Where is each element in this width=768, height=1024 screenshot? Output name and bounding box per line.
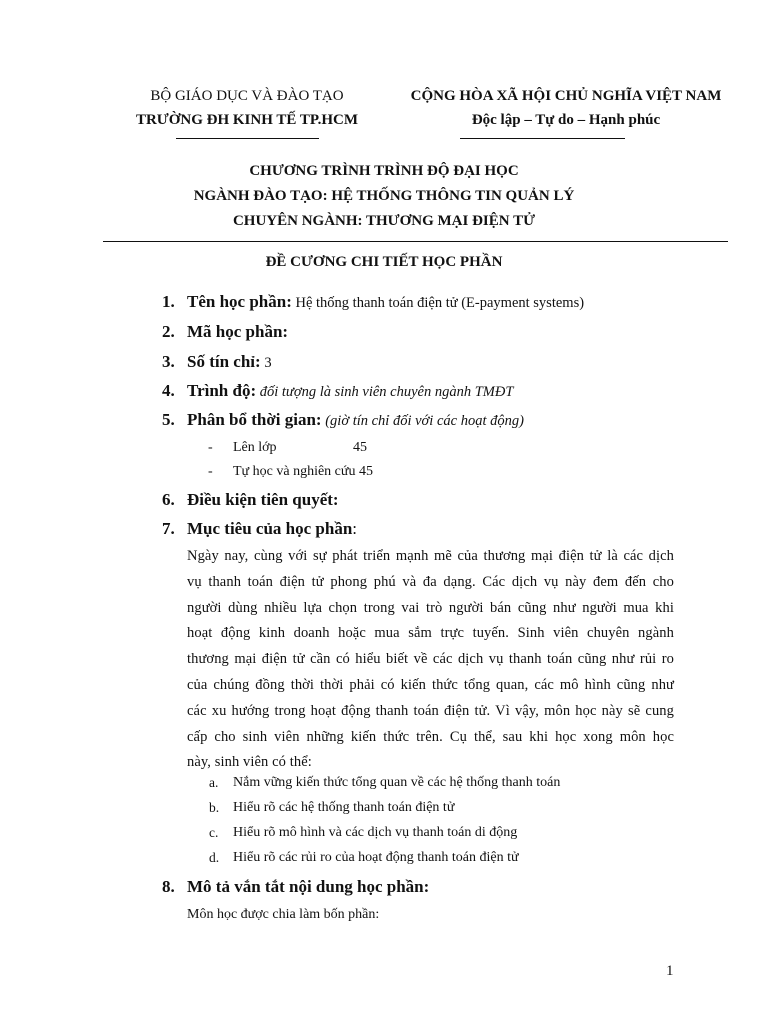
right-header-underline [460,138,625,139]
national-motto: Độc lập – Tự do – Hạnh phúc [471,112,661,128]
objective-a-text: Nắm vững kiến thức tổng quan về các hệ thống thanh toán [233,775,561,790]
item-5 [187,410,524,430]
item-8 [187,877,429,897]
objective-b-text: Hiểu rõ các hệ thống thanh toán điện tử [233,800,455,815]
item-1-label: Tên học phần: [187,292,292,311]
item-8-number: 8. [162,877,175,896]
paragraph-line: cấp cho sinh viên những kiến thức trên. Cụ thể, sau khi học xong môn học [187,728,674,745]
item-3-label: Số tín chỉ: [187,352,261,371]
objective-c-text: Hiểu rõ mô hình và các dịch vụ thanh toán di động [233,825,518,840]
paragraph-line: các xu hướng trong hoạt động thanh toán điện tử. Vì vậy, môn học này sẽ cung [187,702,674,719]
left-header-underline [176,138,319,139]
item-7 [187,519,357,539]
item-5-value: (giờ tín chỉ đối với các hoạt động) [321,413,524,429]
item-4-value: đối tượng là sinh viên chuyên ngành TMĐT [256,384,514,400]
objective-paragraph [187,544,674,776]
item-6-number: 6. [162,490,175,509]
university-name: TRƯỜNG ĐH KINH TẾ TP.HCM [135,112,359,128]
content-intro: Môn học được chia làm bốn phần: [187,907,380,922]
item-7-number: 7. [162,519,175,538]
program-major: NGÀNH ĐÀO TẠO: HỆ THỐNG THÔNG TIN QUẢN LÝ [193,188,575,204]
item-3-value: 3 [260,355,272,371]
header-divider [103,241,728,242]
objective-d-text: Hiểu rõ các rủi ro của hoạt động thanh toán điện tử [233,850,519,865]
ministry-name: BỘ GIÁO DỤC VÀ ĐÀO TẠO [150,88,344,104]
item-7-value: : [352,519,358,538]
item-8-label: Mô tả vắn tắt nội dung học phần: [187,877,430,896]
item-1-value: Hệ thống thanh toán điện tử (E-payment systems) [291,295,585,311]
item-1 [187,292,584,312]
item-1-number: 1. [162,292,175,311]
item-4-number: 4. [162,381,175,400]
time-row-2-dash: - [208,464,213,479]
document-title: ĐỀ CƯƠNG CHI TIẾT HỌC PHẦN [265,254,503,270]
program-level: CHƯƠNG TRÌNH TRÌNH ĐỘ ĐẠI HỌC [249,163,519,179]
time-row-1-hours: 45 [353,440,367,455]
item-6 [187,490,339,510]
item-2-number: 2. [162,322,175,341]
item-5-label: Phân bổ thời gian: [187,410,322,429]
paragraph-line: hoạt động kinh doanh hoặc mua sắm trực tuyến. Sinh viên chuyên ngành [187,625,674,642]
paragraph-line: người dùng nhiều lựa chọn trong vai trò người bán cũng như người mua khi [187,599,674,616]
paragraph-line: thương mại điện tử cần có hiểu biết về các dịch vụ thanh toán cũng như rủi ro [187,651,674,668]
program-specialization: CHUYÊN NGÀNH: THƯƠNG MẠI ĐIỆN TỬ [232,213,536,229]
item-4-label: Trình độ: [187,381,257,400]
objective-a-letter: a. [209,775,219,790]
republic-name: CỘNG HÒA XÃ HỘI CHỦ NGHĨA VIỆT NAM [410,88,722,104]
time-row-1-dash: - [208,440,213,455]
paragraph-line: Ngày nay, cùng với sự phát triển mạnh mẽ của thương mại điện tử là các dịch [187,548,674,564]
item-7-label: Mục tiêu của học phần [187,519,353,538]
time-row-1-label: Lên lớp [233,440,277,455]
paragraph-line: này, sinh viên có thể: [187,754,312,771]
item-6-label: Điều kiện tiên quyết: [187,490,339,509]
objective-c-letter: c. [209,825,219,840]
paragraph-line: của chúng đồng thời thời phải có kiến thức tổng quan, các mô hình cũng như [187,676,674,693]
item-3-number: 3. [162,352,175,371]
item-2-label: Mã học phần: [187,322,289,341]
objective-b-letter: b. [209,800,220,815]
objective-d-letter: d. [209,850,220,865]
paragraph-line: vụ thanh toán điện tử phong phú và đa dạng. Các dịch vụ này đem đến cho [187,573,674,590]
item-2 [187,322,288,342]
item-5-number: 5. [162,410,175,429]
item-3 [187,352,272,372]
item-4 [187,381,513,401]
time-row-2-label: Tự học và nghiên cứu 45 [233,464,373,479]
page-number: 1 [666,963,674,979]
